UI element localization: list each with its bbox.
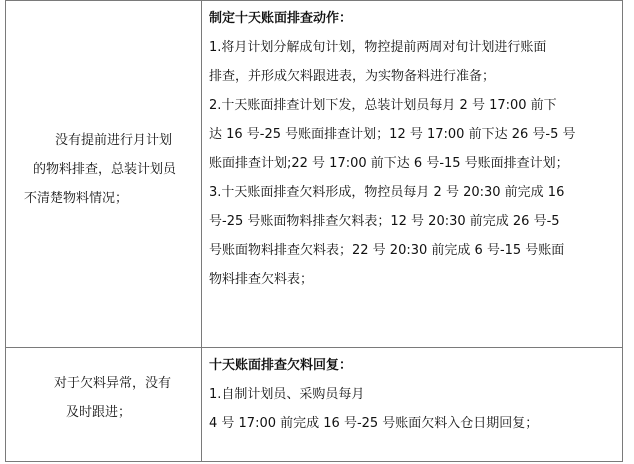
action-title: 十天账面排查欠料回复： (209, 358, 353, 373)
action-line: 2.十天账面排查计划下发，总装计划员每月 2 号 17:00 前下 (209, 98, 557, 113)
action-line: 物料排查欠料表； (209, 272, 314, 287)
action-cell-2 (209, 351, 619, 438)
problem-line: 及时跟进； (66, 405, 132, 420)
row-divider (5, 347, 623, 348)
problem-line: 不清楚物料情况； (24, 191, 129, 206)
action-line: 账面排查计划;22 号 17:00 前下达 6 号-15 号账面排查计划； (209, 156, 569, 171)
action-cell-1 (209, 4, 619, 294)
action-line: 3.十天账面排查欠料形成，物控员每月 2 号 20:30 前完成 16 (209, 185, 565, 200)
table-border-top (5, 0, 623, 1)
action-line: 达 16 号-25 号账面排查计划；12 号 17:00 前下达 26 号-5 号 (209, 127, 576, 142)
problem-line: 的物料排查，总装计划员 (32, 162, 176, 177)
content-table (5, 0, 623, 462)
action-title: 制定十天账面排查动作： (209, 11, 353, 26)
action-line: 排查，并形成欠料跟进表，为实物备料进行准备； (209, 69, 496, 84)
problem-cell-2 (6, 369, 199, 427)
action-line: 4 号 17:00 前完成 16 号-25 号账面欠料入仓日期回复； (209, 416, 539, 431)
table-border-right (622, 0, 623, 462)
problem-line: 对于欠料异常，没有 (54, 376, 172, 391)
problem-cell-1 (6, 126, 199, 213)
action-line: 号账面物料排查欠料表；22 号 20:30 前完成 6 号-15 号账面 (209, 243, 565, 258)
action-line: 号-25 号账面物料排查欠料表；12 号 20:30 前完成 26 号-5 (209, 214, 560, 229)
action-line: 1.自制计划员、采购员每月 (209, 387, 365, 402)
table-border-bottom (5, 461, 623, 462)
problem-line: 没有提前进行月计划 (54, 133, 172, 148)
column-divider (201, 0, 202, 462)
action-line: 1.将月计划分解成旬计划，物控提前两周对旬计划进行账面 (209, 40, 547, 55)
